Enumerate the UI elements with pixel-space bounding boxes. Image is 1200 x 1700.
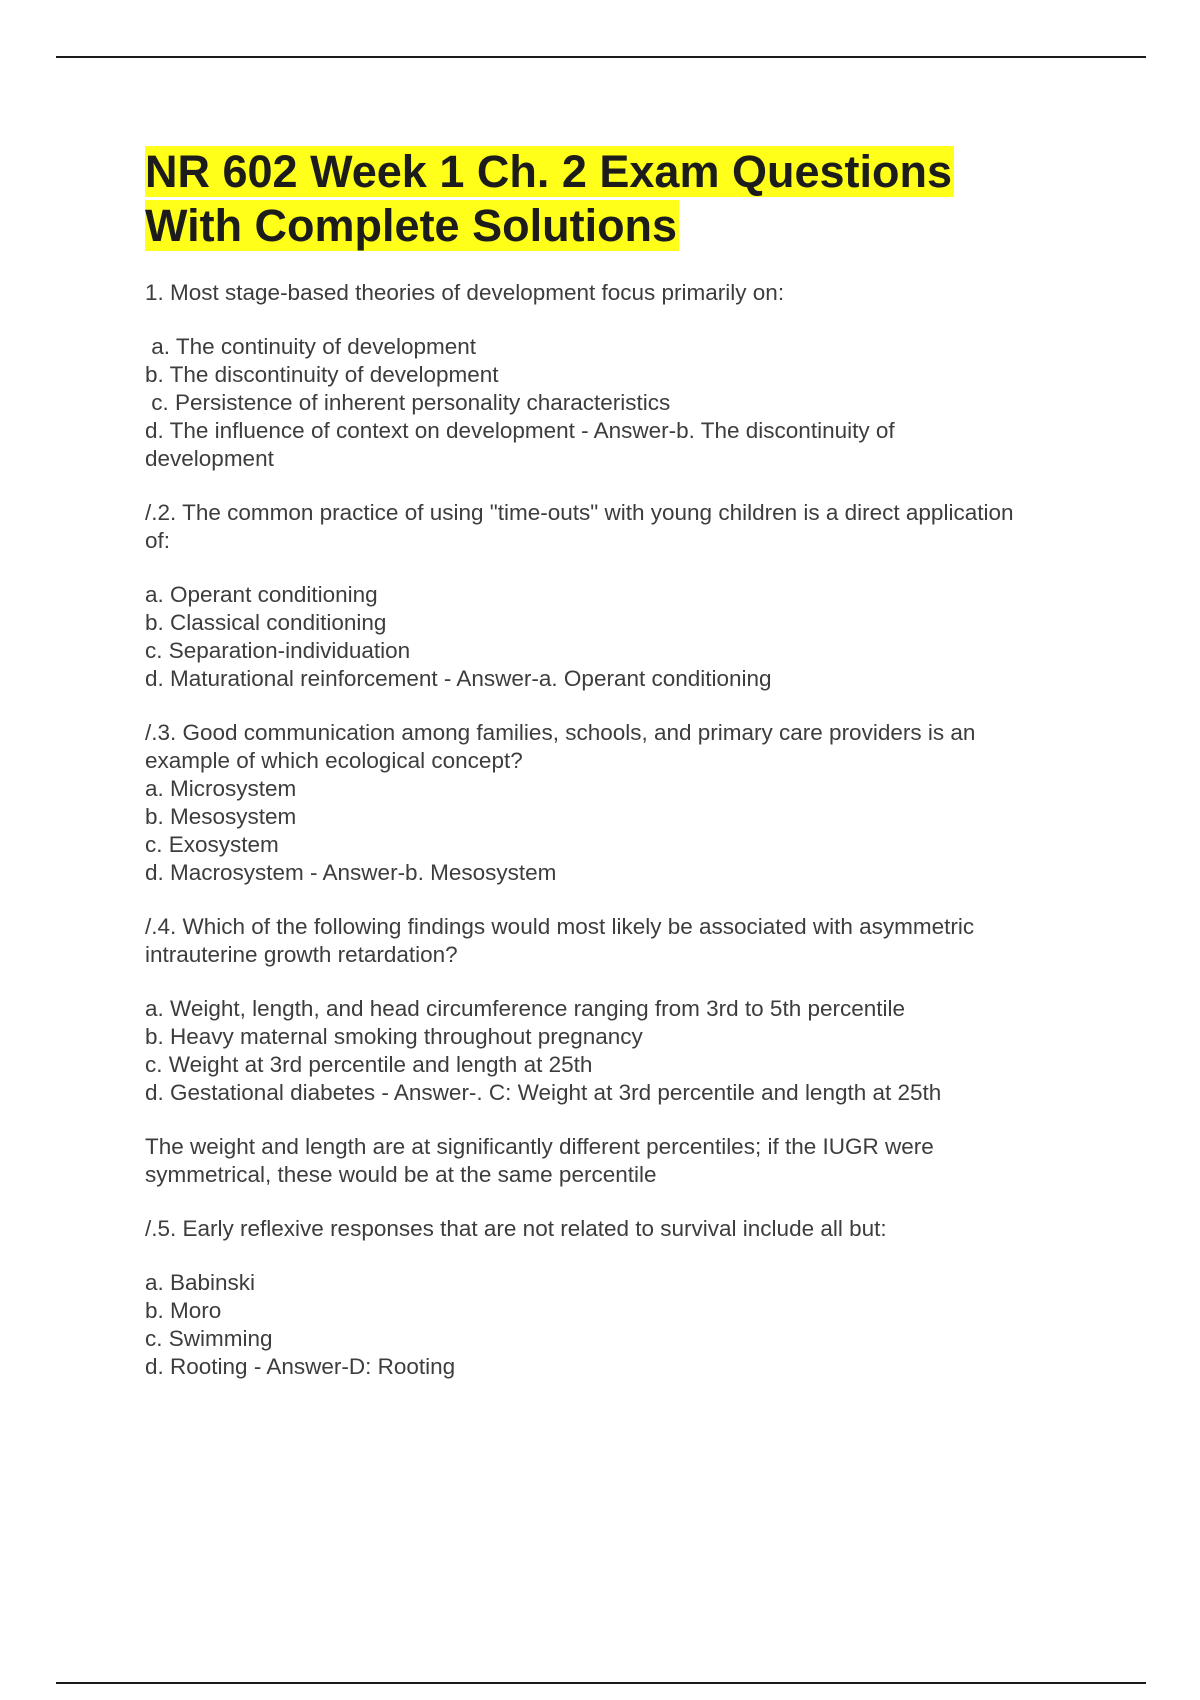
question-2-option-c: c. Separation-individuation [145, 638, 411, 663]
question-5-text: /.5. Early reflexive responses that are not related to survival include all but: [145, 1216, 887, 1241]
question-5-option-b: b. Moro [145, 1298, 222, 1323]
question-3-option-c: c. Exosystem [145, 832, 279, 857]
question-1-option-a: a. The continuity of development [145, 334, 477, 359]
question-4-option-d: d. Gestational diabetes - Answer-. C: Weight at 3rd percentile and length at 25th [145, 1080, 942, 1105]
title-line-1-text: NR 602 Week 1 Ch. 2 Exam Questions [145, 146, 952, 197]
question-2-option-a: a. Operant conditioning [145, 582, 378, 607]
question-1-text: 1. Most stage-based theories of development focus primarily on: [145, 280, 785, 305]
question-4-option-b: b. Heavy maternal smoking throughout pregnancy [145, 1024, 643, 1049]
question-5-option-a: a. Babinski [145, 1270, 256, 1295]
question-2-text: /.2. The common practice of using "time-outs" with young children is a direct application [145, 500, 1014, 525]
question-3-text-cont: example of which ecological concept? [145, 748, 523, 773]
question-5-option-c: c. Swimming [145, 1326, 273, 1351]
question-4-option-a: a. Weight, length, and head circumference ranging from 3rd to 5th percentile [145, 996, 906, 1021]
document-title [145, 145, 1095, 253]
title-line-1 [145, 145, 1095, 199]
question-2-text-cont: of: [145, 528, 171, 553]
question-3-option-d: d. Macrosystem - Answer-b. Mesosystem [145, 860, 557, 885]
question-3-option-a: a. Microsystem [145, 776, 297, 801]
question-list [145, 279, 1095, 1381]
bottom-rule [56, 1682, 1146, 1684]
document-body [145, 145, 1095, 1381]
question-3-text: /.3. Good communication among families, schools, and primary care providers is an [145, 720, 976, 745]
top-rule [56, 56, 1146, 58]
question-1-option-d-cont: development [145, 446, 274, 471]
question-4-explanation: The weight and length are at significantly different percentiles; if the IUGR were [145, 1134, 934, 1159]
question-1-option-d: d. The influence of context on development - Answer-b. The discontinuity of [145, 418, 895, 443]
question-2-option-b: b. Classical conditioning [145, 610, 387, 635]
question-5-option-d: d. Rooting - Answer-D: Rooting [145, 1354, 456, 1379]
question-4-text-cont: intrauterine growth retardation? [145, 942, 458, 967]
question-4-option-c: c. Weight at 3rd percentile and length at 25th [145, 1052, 593, 1077]
question-2-option-d: d. Maturational reinforcement - Answer-a. Operant conditioning [145, 666, 772, 691]
question-1-option-b: b. The discontinuity of development [145, 362, 499, 387]
title-line-2 [145, 199, 1095, 253]
question-4-text: /.4. Which of the following findings would most likely be associated with asymmetric [145, 914, 975, 939]
question-3-option-b: b. Mesosystem [145, 804, 297, 829]
question-1-option-c: c. Persistence of inherent personality characteristics [145, 390, 671, 415]
title-line-2-text: With Complete Solutions [145, 200, 678, 251]
question-4-explanation-cont: symmetrical, these would be at the same percentile [145, 1162, 657, 1187]
